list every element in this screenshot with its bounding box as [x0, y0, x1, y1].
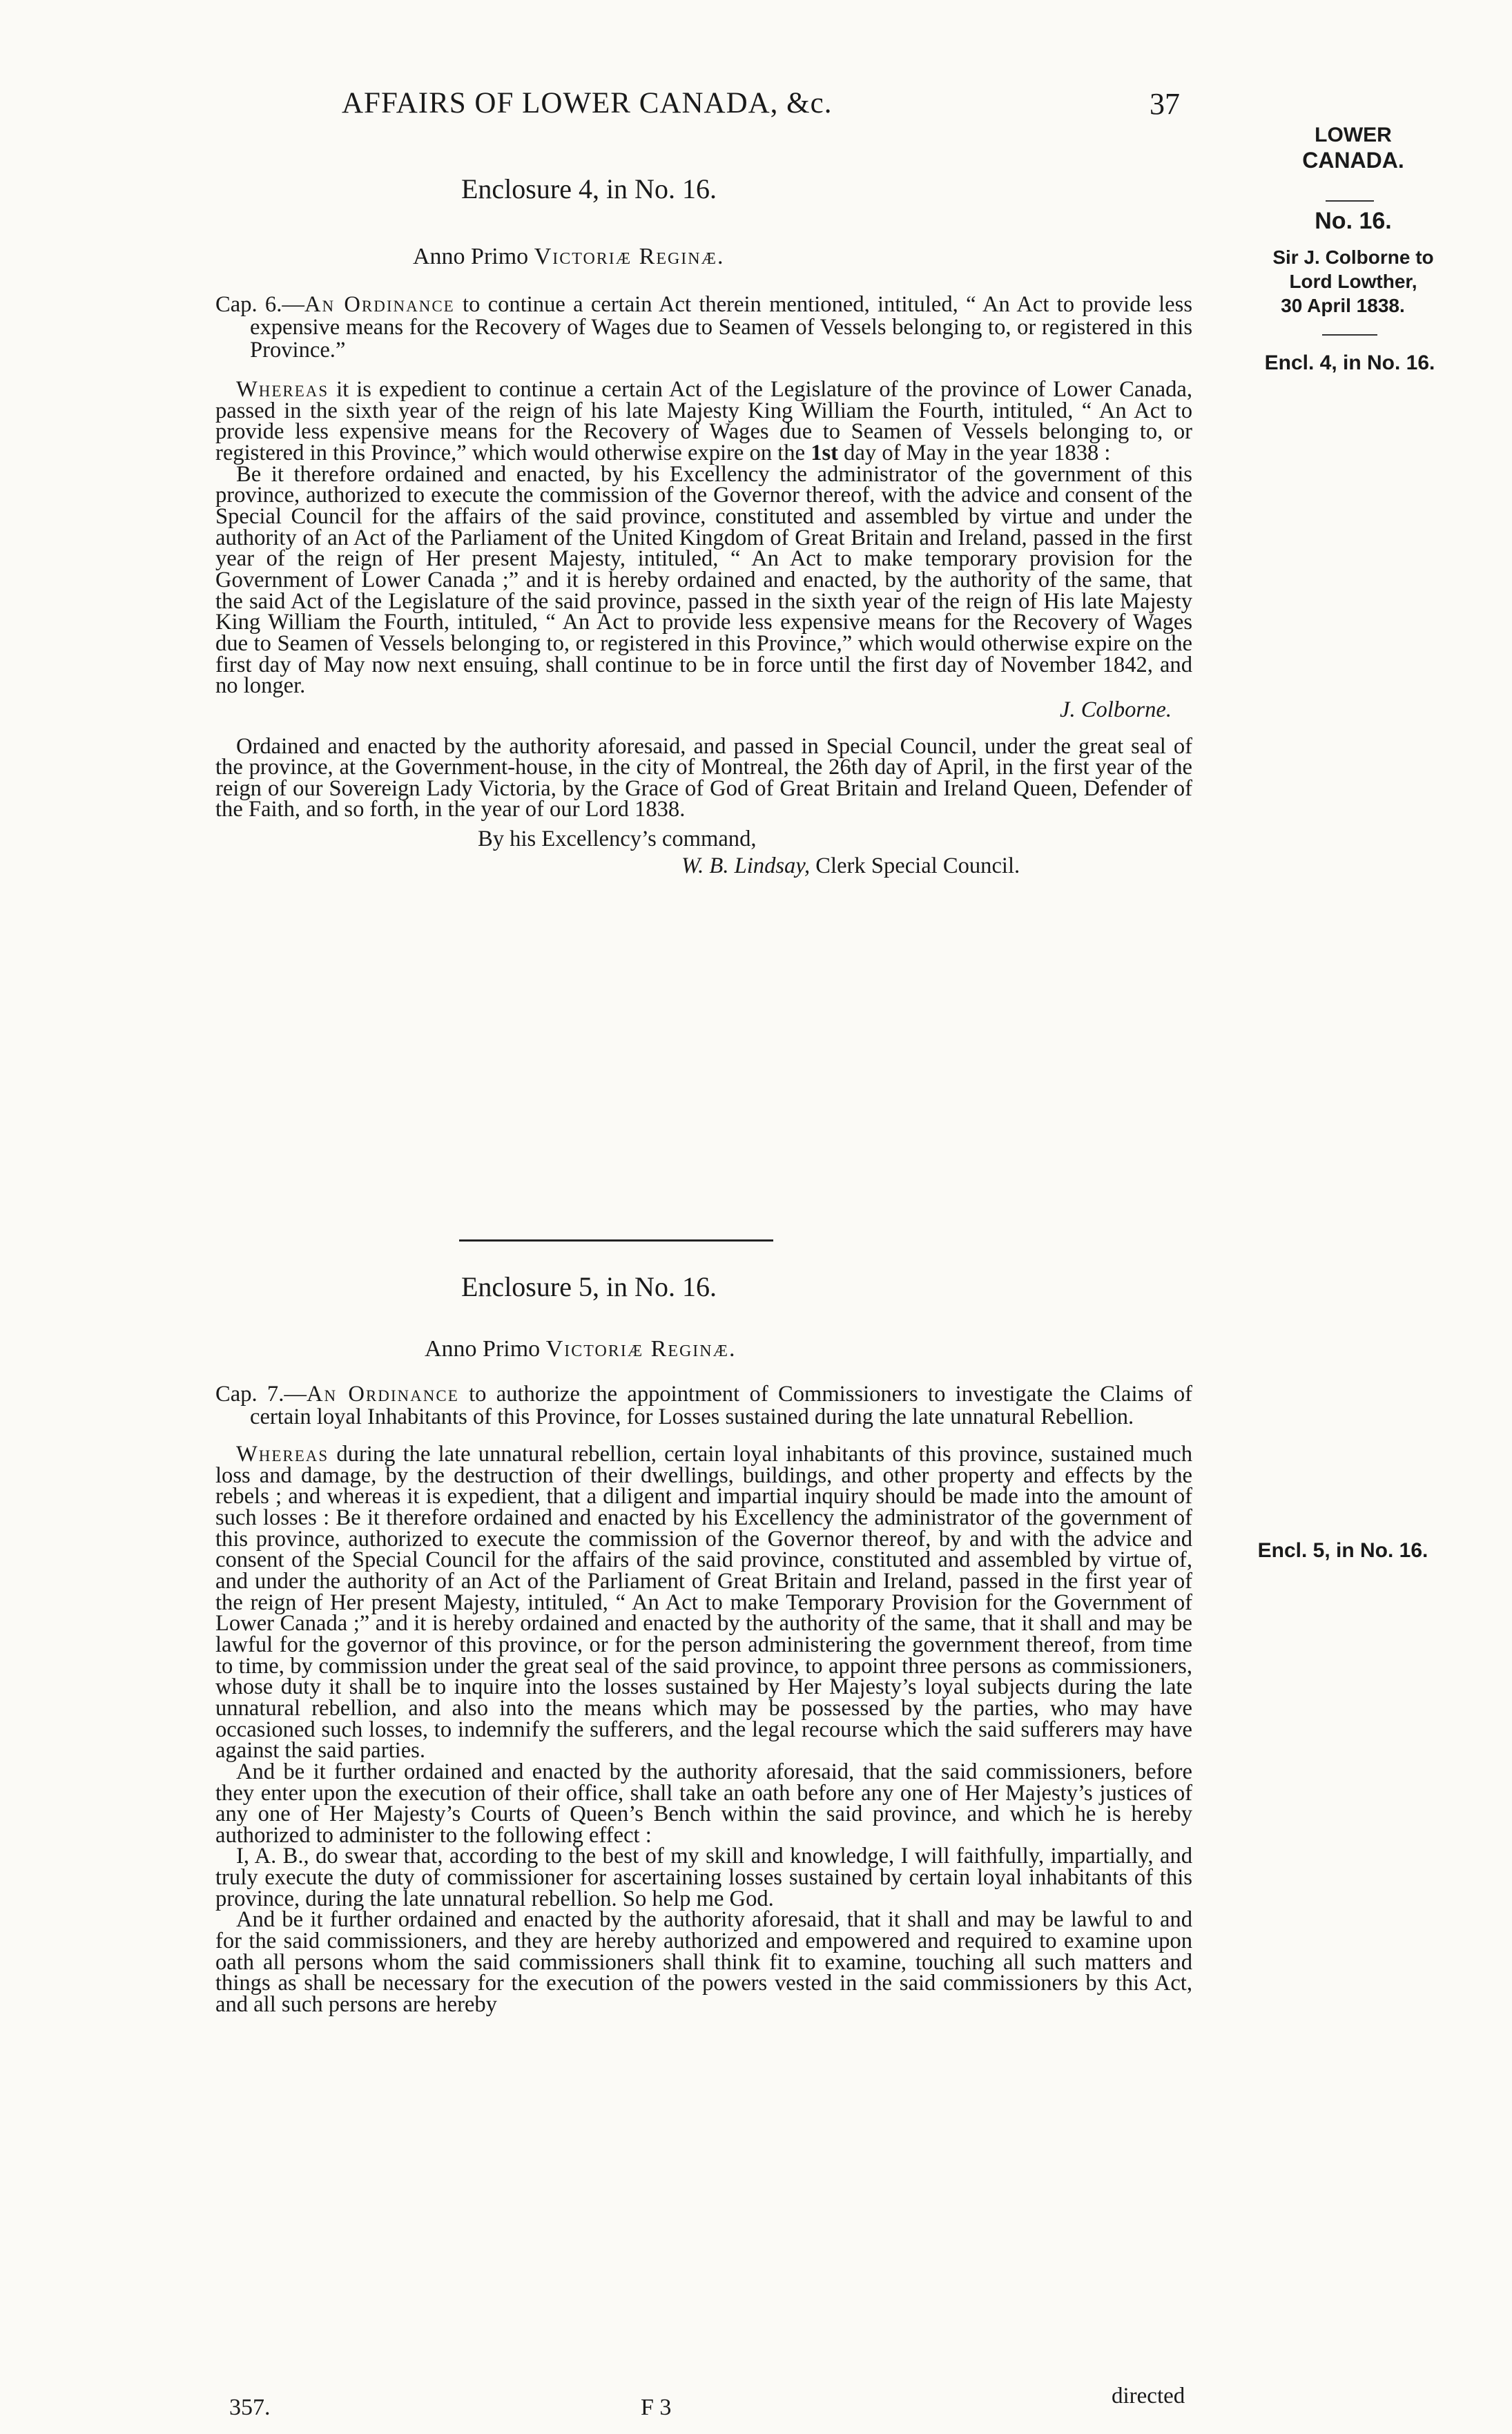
chapter-title: Cap. 6.—An Ordinance to continue a certain Act therein mentioned, intituled, “ An Act to provide less expensive means for the Recovery of Wages due to Seamen of Vessels belonging to, or registered in this Province.” [215, 292, 1192, 363]
margin-enclosure-4: Encl. 4, in No. 16. [1264, 351, 1435, 374]
margin-enclosure-5: Encl. 5, in No. 16. [1257, 1539, 1428, 1562]
whereas-paragraph: Whereas it is expedient to continue a certain Act of the Legislature of the province of Lower Canada, passed in the sixth year of the reign of his late Majesty King William the Fourth, intituled, “ An Act to provide less expensive means for the Recovery of Wages due to Seamen of Vessels belonging to, or registered in this Province,” which would otherwise expire on the 1st day of May in the year 1838 : [215, 377, 1192, 465]
oath-text-paragraph: I, A. B., do swear that, according to the best of my skill and knowledge, I will faithfully, impartially, and truly execute the duty of commissioner for ascertaining losses sustained by certain loyal inhabitants of this province, during the late unnatural rebellion. So help me God. [215, 1844, 1192, 1911]
enclosure-5-heading: Enclosure 5, in No. 16. [461, 1271, 717, 1302]
margin-recipient: Lord Lowther, [1289, 271, 1417, 292]
footer-catchword: directed [1112, 2384, 1185, 2408]
enclosure-4-heading: Enclosure 4, in No. 16. [461, 173, 717, 204]
margin-sender: Sir J. Colborne to [1272, 247, 1434, 268]
footer-signature-mark: F 3 [641, 2395, 672, 2420]
margin-date: 30 April 1838. [1281, 295, 1405, 316]
enclosure-5-regnal-year [425, 1336, 736, 1362]
enclosure-4-regnal-year [413, 244, 724, 270]
signature-colborne: J. Colborne. [1060, 697, 1172, 722]
victoriae-reginae: Victoriæ Reginæ. [545, 1336, 737, 1362]
margin-region: LOWER [1315, 124, 1392, 146]
command-line: By his Excellency’s command, [478, 827, 757, 852]
page-number: 37 [1150, 87, 1180, 121]
examination-paragraph: And be it further ordained and enacted by the authority aforesaid, that it shall and may be lawful to and for the said commissioners, and they are hereby authorized and empowered and required to examine upon oath all persons whom the said commissioners shall think fit to examine, touching all such matters and things as shall be necessary for the execution of the powers vested in the said commissioners by this Act, and all such persons are hereby [215, 1907, 1192, 2018]
section-divider [459, 1239, 773, 1242]
running-header: AFFAIRS OF LOWER CANADA, &c. [342, 87, 833, 119]
ordained-paragraph: Ordained and enacted by the authority aforesaid, and passed in Special Council, under the great seal of the province, at the Government-house, in the city of Montreal, the 26th day of April, in the first year of the reign of our Sovereign Lady Victoria, by the Grace of God of Great Britain and Ireland Queen, Defender of the Faith, and so forth, in the year of our Lord 1838. [215, 733, 1192, 822]
anno-primo: Anno Primo [413, 244, 529, 269]
chapter-title: Cap. 7.—An Ordinance to authorize the appointment of Commissioners to investigate the Claims of certain loyal Inhabitants of this Province, for Losses sustained during the late unnatural Rebellion. [215, 1382, 1192, 1429]
enclosure-5-body [215, 1383, 1192, 2016]
margin-dispatch-number: No. 16. [1315, 208, 1392, 234]
margin-rule-2 [1322, 334, 1377, 336]
enclosure-4-body [215, 293, 1192, 876]
anno-primo: Anno Primo [425, 1336, 541, 1362]
clerk-line: W. B. Lindsay, Clerk Special Council. [681, 853, 1020, 878]
margin-region-2: CANADA. [1302, 148, 1404, 173]
oath-requirement-paragraph: And be it further ordained and enacted by the authority aforesaid, that the said commissioners, before they enter upon the execution of their office, shall take an oath before any one of Her Majesty’s justices of any one of Her Majesty’s Courts of Queen’s Bench within the said province, and which he is hereby authorized to administer to the following effect : [215, 1759, 1192, 1848]
margin-rule-1 [1326, 200, 1374, 202]
enacting-paragraph: Be it therefore ordained and enacted, by his Excellency the administrator of the government of this province, authorized to execute the commission of the Governor thereof, with the advice and consent of the Special Council for the affairs of the said province, constituted and assembled by virtue and under the authority of an Act of the Parliament of the United Kingdom of Great Britain and Ireland, passed in the first year of the reign of Her present Majesty, intituled, “ An Act to make temporary provision for the Government of Lower Canada ;” and it is hereby ordained and enacted, by the authority of the same, that the said Act of the Legislature of the said province, passed in the sixth year of the reign of His late Majesty King William the Fourth, intituled, “ An Act to provide less expensive means for the Recovery of Wages due to Seamen of Vessels belonging to, or registered in this Province,” which would otherwise expire on the first day of May now next ensuing, shall continue to be in force until the first day of November 1842, and no longer. [215, 461, 1192, 699]
whereas-paragraph: Whereas during the late unnatural rebellion, certain loyal inhabitants of this province, sustained much loss and damage, by the destruction of their dwellings, buildings, and other property and effects by the rebels ; and whereas it is expedient, that a diligent and impartial inquiry should be made into the amount of such losses : Be it therefore ordained and enacted by his Excellency the administrator of the government of this province, authorized to execute the commission of the Governor thereof, by and with the advice and consent of the Special Council for the affairs of the said province, constituted and assembled by virtue of, and under the authority of an Act of the Parliament of Great Britain and Ireland, passed in the first year of the reign of Her present Majesty, intituled, “ An Act to make Temporary Provision for the Government of Lower Canada ;” and it is hereby ordained and enacted by the authority of the same, that it shall and may be lawful for the governor of this province, or for the person administering the government thereof, from time to time, by commission under the great seal of the said province, to appoint three persons as commissioners, whose duty it shall be to inquire into the losses sustained by Her Majesty’s loyal subjects during the late unnatural rebellion, and also into the means which may be possessed by the parties, who may have occasioned such losses, to indemnify the sufferers, and the legal recourse which the said sufferers may have against the said parties. [215, 1442, 1192, 1764]
footer-sheet-number: 357. [229, 2395, 271, 2420]
victoriae-reginae: Victoriæ Reginæ. [534, 244, 725, 269]
